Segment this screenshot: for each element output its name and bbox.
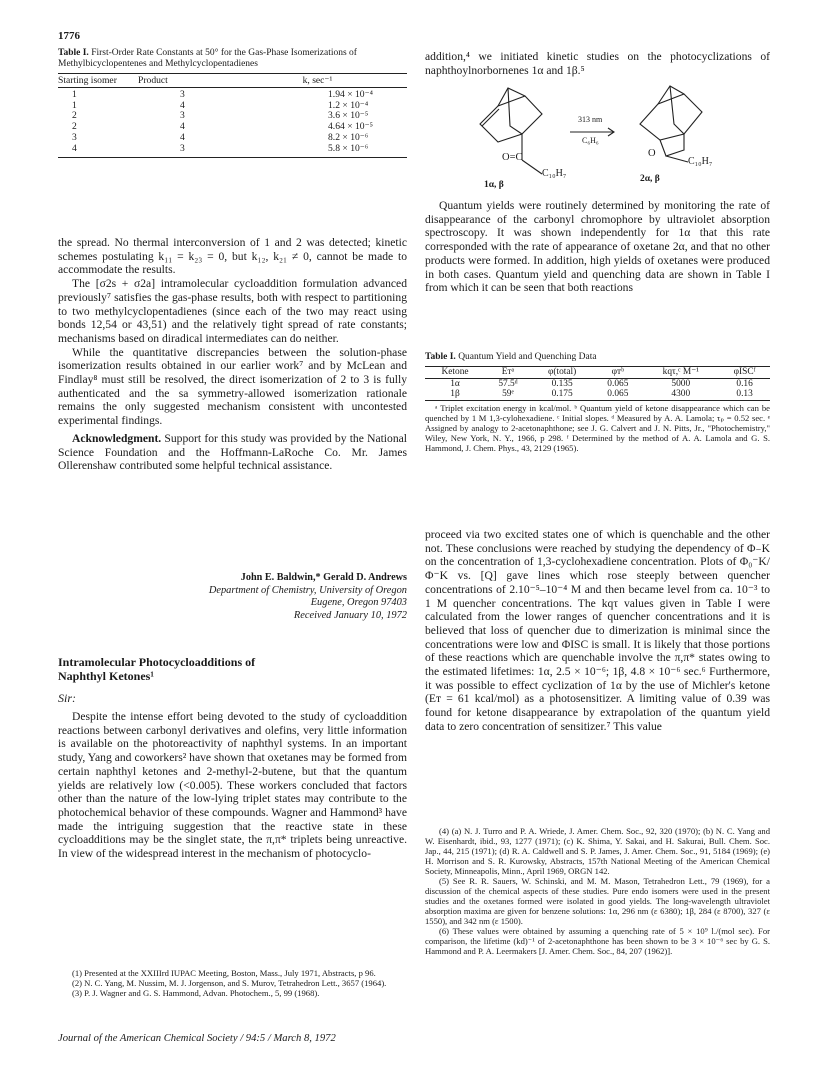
table2-cell: 0.16 (736, 378, 753, 389)
table1-cell: 4 (180, 99, 185, 111)
table2-cell: 0.065 (607, 389, 629, 399)
table1-cell: 4.64 × 10⁻⁵ (328, 121, 373, 133)
scheme-drawing (470, 84, 730, 194)
article-title: Intramolecular Photocycloadditions of Naphthyl Ketones¹ (58, 655, 256, 683)
paragraph: the spread. No thermal interconversion of 1 and 2 was detected; kinetic schemes postulating k₁₁ = k₂₃ = 0, but k₁₂, k₂₁ ≠ 0, cannot be made to accommodate the results. (58, 236, 407, 277)
left-body-text (58, 236, 407, 473)
table2-caption-text: Quantum Yield and Quenching Data (458, 352, 597, 362)
paragraph: Quantum yields were routinely determined by monitoring the rate of disappearance of the carbonyl chromophore by ultraviolet absorption spectroscopy. It was shown independently for 1α that this rate corresponded with the rate of appearance of oxetane 2α, and that no other products were formed. In addition, high yields of oxetanes were produced in both cases. Quantum yield and quenching data are shown in Table I from which it can be seen that both reactions (425, 199, 770, 295)
product-naphthyl-label: C₁₀H₇ (688, 156, 713, 167)
left-footnotes (58, 968, 407, 998)
received-date: Received January 10, 1972 (293, 609, 407, 621)
table2 (425, 366, 770, 401)
table2-caption-label: Table I. (425, 352, 456, 362)
paragraph: proceed via two excited states one of which is quenchable and the other not. These conclusions were reached by studying the dependency of Φ₋K on the concentration of 1,3-cyclohexadiene concentration. Plots of Φ₀⁻K/Φ⁻K vs. [Q] gave lines which rose steeply between quencher concentrations of 2.10⁻⁵–10⁻⁴ M and then became level from ca. 10⁻³ to 1 M quencher concentrations. The kqτ values given in Table I were calculated from the lower ranges of quencher concentrations and it is believed that loss of quencher due to dimerization is minimal since the concentrations were low and ΦISC is small. It is likely that those portions of these reactions which are quenchable involve the π,π* states owing to the estimated lifetimes: 1α, 2.5 × 10⁻⁶; 1β, 4.8 × 10⁻⁶ sec.⁶ Furthermore, it was possible to effect cyclization of 1α by the use of Michler's ketone (Eᴛ = 61 kcal/mol) as a photosensitizer. A limiting value of 0.39 was found for ketone disappearance by extrapolation of the quantum yield data to zero concentration of sensitizer.⁷ This value (425, 528, 770, 733)
article-header (58, 655, 407, 706)
acknowledgment (58, 432, 407, 473)
table2-cell: 1α (450, 378, 460, 389)
right-footnotes (425, 826, 770, 956)
authors: John E. Baldwin,* Gerald D. Andrews (240, 572, 407, 583)
reference: (1) Presented at the XXIIIrd IUPAC Meeting, Boston, Mass., July 1971, Abstracts, p 96. (72, 968, 376, 978)
arrow-condition-bottom: C₆H₆ (582, 136, 599, 145)
compound-label-1: 1α, β (484, 180, 504, 190)
reference: (3) P. J. Wagner and G. S. Hammond, Advan. Photochem., 5, 99 (1968). (72, 988, 320, 998)
table1-block (58, 48, 407, 158)
signature-block (58, 572, 407, 622)
table1-cell: 4 (180, 121, 185, 133)
table1-cell: 3 (180, 88, 185, 100)
table1-cell: 3 (180, 110, 185, 122)
table2-cell: 0.065 (607, 378, 629, 389)
table1-cell: 2 (72, 121, 77, 133)
paragraph: Despite the intense effort being devoted to the study of cycloaddition reactions between carbonyl derivatives and olefins, very little information is available on the photoreactivity of naphthyl systems. In an important study, Yang and coworkers² have shown that oxetanes may be formed from certain naphthyl ketones and 2-methyl-2-butene, but that the quantum yields are relatively low (<0.005). These workers concluded that factors other than the nature of the low-lying triplet states may contribute to the photochemical behavior of these compounds. Wagner and Hammond³ have made the intriguing suggestion that the reactive state in these cycloadditions may be the singlet state, the π,π* triplets being unreactive. In view of the widespread interest in the mechanism of photocyclo- (58, 710, 407, 861)
table1-cell: 1.94 × 10⁻⁴ (328, 88, 373, 100)
table1-cell: 2 (72, 110, 77, 122)
table1-cell: 4 (72, 142, 77, 154)
table2-cell: 57.5ᵈ (498, 378, 518, 389)
table2-header: φᴛᵇ (611, 367, 625, 377)
table1-cell: 1 (72, 88, 77, 100)
table1-header: k, sec⁻¹ (302, 75, 333, 86)
table2-cell: 59ᵉ (502, 389, 514, 399)
reference: (2) N. C. Yang, M. Nussim, M. J. Jorgenson, and S. Murov, Tetrahedron Lett., 3657 (1964). (72, 978, 387, 988)
oxygen-label: O (648, 148, 656, 159)
salutation: Sir: (58, 691, 76, 705)
table2-block (425, 352, 770, 453)
table2-cell: 5000 (671, 378, 691, 389)
compound-label-2: 2α, β (640, 174, 660, 184)
product-ring (640, 94, 702, 140)
table1-cell: 3 (72, 131, 77, 143)
arrow-condition-top: 313 nm (578, 115, 603, 124)
carbonyl-label: O=C (502, 152, 523, 163)
table2-caption (425, 352, 770, 363)
table2-header: Eᴛᵃ (501, 367, 515, 377)
table1 (58, 73, 407, 158)
table1-caption (58, 48, 407, 70)
acknowledgment-title: Acknowledgment. (72, 431, 162, 445)
reference: (4) (a) N. J. Turro and P. A. Wriede, J. Amer. Chem. Soc., 92, 320 (1970); (b) N. C. Yang and W. Eisenhardt, ibid., 93, 1277 (1971); (c) K. Shima, Y. Sakai, and H. Sakurai, Bull. Chem. Soc. Jap., 44, 215 (1971); (d) R. A. Caldwell and S. P. James, J. Amer. Chem. Soc., 91, 5184 (1969); (e) H. Morrison and S. R. Kurowsky, Abstracts, 157th National Meeting of the American Chemical Society, Minneapolis, Minn., April 1969, ORGN 142. (425, 826, 770, 876)
table1-cell: 1.2 × 10⁻⁴ (328, 99, 369, 111)
article-body (58, 710, 407, 861)
table1-cell: 3 (180, 142, 185, 154)
affiliation: Department of Chemistry, University of Oregon (208, 584, 407, 596)
table2-cell: 0.13 (736, 389, 753, 399)
table1-caption-text: First-Order Rate Constants at 50° for the Gas-Phase Isomerizations of Methylbicyclopentenes and Methylcyclopentadienes (58, 48, 357, 69)
table1-cell: 8.2 × 10⁻⁶ (328, 131, 369, 143)
table1-cell: 5.8 × 10⁻⁶ (328, 142, 369, 154)
naphthyl-label: C₁₀H₇ (542, 168, 567, 179)
table2-header: φISCᶠ (733, 367, 756, 377)
table2-cell: 4300 (671, 389, 691, 399)
table2-cell: 0.175 (551, 389, 573, 399)
acknowledgment-text: Support for this study was provided by the National Science Foundation and the Hoffmann-LaRoche Co. Mr. James Ollerenshaw contributed some helpful technical assistance. (58, 431, 407, 473)
page-number: 1776 (58, 30, 80, 42)
right-intro (425, 50, 770, 77)
journal-footer: Journal of the American Chemical Society / 94:5 / March 8, 1972 (58, 1033, 336, 1044)
product-naphthyl-bond (666, 156, 688, 162)
table1-cell: 3.6 × 10⁻⁵ (328, 110, 369, 122)
table2-notes: ᵃ Triplet excitation energy in kcal/mol. ᵇ Quantum yield of ketone disappearance which can be quenched by 1 M 1,3-cylohexadiene. ᶜ Initial slopes. ᵈ Measured by A. A. Lamola; τₚ = 0.52 sec. ᵉ Assigned by analogy to 2-acetonaphthone; see J. G. Calvert and J. N. Pitts, Jr., "Photochemistry," Wiley, New York, N. Y., 1966, p 298. ᶠ Determined by the method of A. A. Lamola and G. S. Hammond, J. Chem. Phys., 43, 2129 (1965). (425, 402, 770, 453)
double-bond (482, 109, 499, 126)
table1-header: Product (138, 75, 168, 86)
reference: (5) See R. R. Sauers, W. Schinski, and M. M. Mason, Tetrahedron Lett., 79 (1969), for a discussion of the chemical aspects of these studies. Pure endo isomers were used in the present studies and the oxetanes formed were isolated in good yields. The long-wavelength ultraviolet absorption maxima are given for benzene solutions: 1α, 296 nm (ε 6380); 1β, 284 (ε 8700), 327 (ε 1550), and 342 nm (ε 1500). (425, 876, 770, 926)
affiliation-city: Eugene, Oregon 97403 (310, 597, 407, 608)
right-body-1 (425, 199, 770, 295)
paragraph: The [σ2s + σ2a] intramolecular cycloaddition formulation advanced previously⁷ satisfies the gas-phase results, both with respect to partitioning to two methylcyclopentadienes (since each of the two may react using bonds 12,54 or 43,51) and the relatively tight spread of rate constants; mechanisms based on diradical intermediates can do neither. (58, 277, 407, 345)
table2-cell: 1β (450, 389, 460, 399)
right-body-2 (425, 528, 770, 734)
table1-header: Starting isomer (58, 75, 117, 86)
table2-header: φ(total) (547, 367, 577, 377)
reference: (6) These values were obtained by assuming a quenching rate of 5 × 10⁹ l./(mol sec). For comparison, the lifetime (kd)⁻¹ of 2-acetonaphthone has been shown to be 3 × 10⁻⁶ sec by G. S. Hammond and P. A. Leermakers [J. Amer. Chem. Soc., 84, 207 (1962)]. (425, 926, 770, 956)
table1-cell: 4 (180, 131, 185, 143)
bridge-lower (508, 88, 522, 134)
table2-header: kqτ,ᶜ M⁻¹ (662, 367, 699, 377)
table1-cell: 1 (72, 99, 77, 111)
naphthyl-bond (522, 160, 542, 174)
table1-caption-label: Table I. (58, 48, 89, 58)
table2-header: Ketone (441, 367, 469, 377)
paragraph: While the quantitative discrepancies between the solution-phase isomerization results obtained in our earlier work⁷ and by McLean and Findlay⁸ must still be resolved, the direct isomerization of 2 to 3 is fully authenticated and the sa symmetry-allowed isomerization rationale remains the only suggested mechanism consistent with uncontested experimental findings. (58, 345, 407, 428)
table2-cell: 0.135 (551, 378, 573, 389)
paragraph: addition,⁴ we initiated kinetic studies on the photocyclizations of naphthoylnorbornenes 1α and 1β.⁵ (425, 50, 770, 77)
reaction-scheme (470, 84, 730, 194)
